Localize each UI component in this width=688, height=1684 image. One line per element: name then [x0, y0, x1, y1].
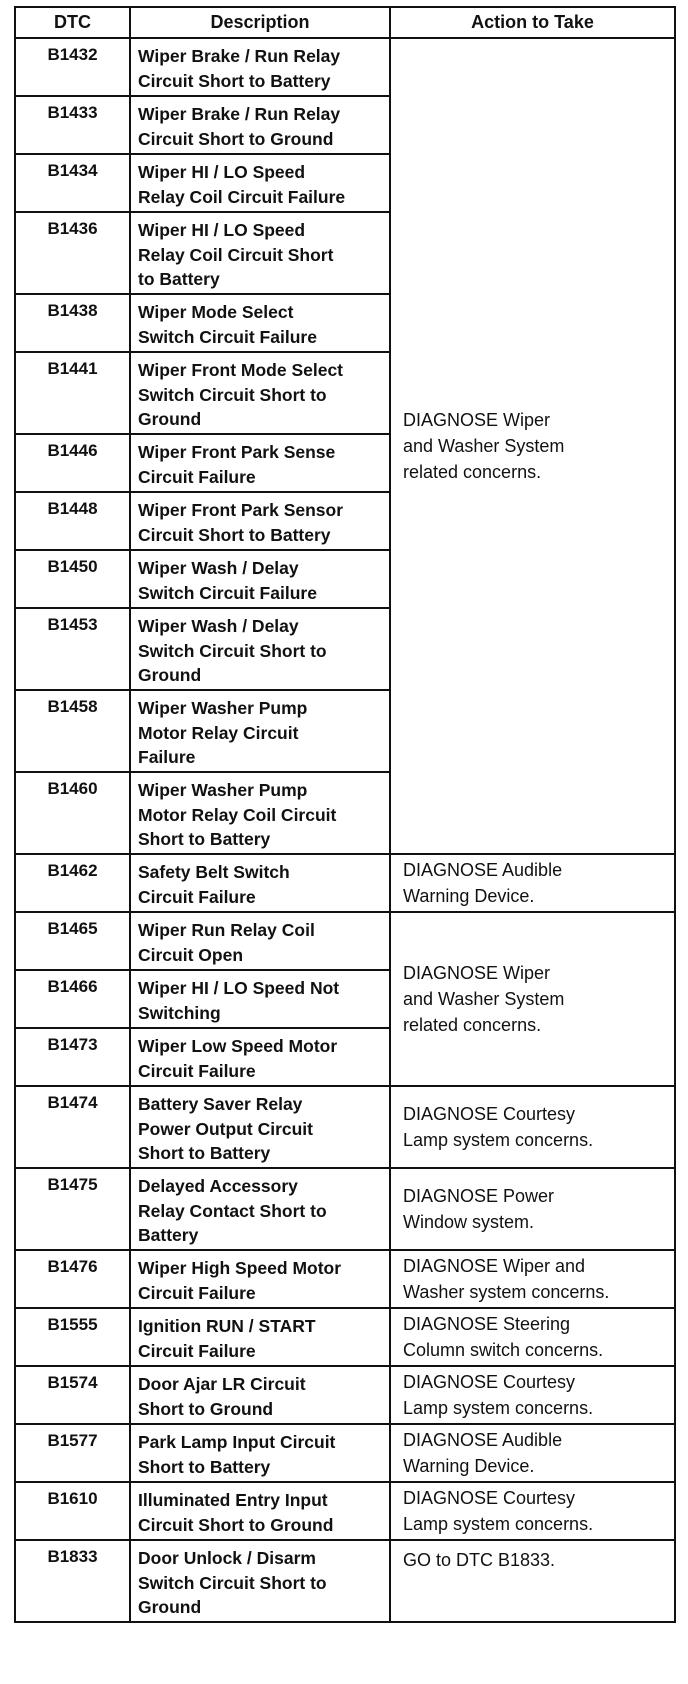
- dtc-column-header: DTC: [15, 7, 130, 38]
- dtc-description: Ignition RUN / START Circuit Failure: [130, 1308, 390, 1366]
- dtc-description: Wiper Brake / Run Relay Circuit Short to Battery: [130, 38, 390, 96]
- dtc-description: Illuminated Entry Input Circuit Short to Ground: [130, 1482, 390, 1540]
- action-to-take: DIAGNOSE Audible Warning Device.: [390, 854, 675, 912]
- action-to-take: DIAGNOSE Wiper and Washer System related concerns.: [390, 38, 675, 854]
- action-to-take: DIAGNOSE Steering Column switch concerns.: [390, 1308, 675, 1366]
- dtc-code: B1574: [15, 1366, 130, 1424]
- dtc-code: B1434: [15, 154, 130, 212]
- action-to-take: DIAGNOSE Power Window system.: [390, 1168, 675, 1250]
- dtc-code: B1465: [15, 912, 130, 970]
- description-column-header: Description: [130, 7, 390, 38]
- dtc-description: Safety Belt Switch Circuit Failure: [130, 854, 390, 912]
- dtc-description: Wiper HI / LO Speed Relay Coil Circuit Short to Battery: [130, 212, 390, 294]
- dtc-code: B1448: [15, 492, 130, 550]
- dtc-code: B1474: [15, 1086, 130, 1168]
- dtc-code: B1441: [15, 352, 130, 434]
- dtc-code: B1433: [15, 96, 130, 154]
- dtc-code: B1453: [15, 608, 130, 690]
- action-column-header: Action to Take: [390, 7, 675, 38]
- table-row: [15, 1086, 675, 1168]
- dtc-description: Wiper Washer Pump Motor Relay Coil Circuit Short to Battery: [130, 772, 390, 854]
- dtc-description: Wiper Brake / Run Relay Circuit Short to Ground: [130, 96, 390, 154]
- table-row: [15, 1540, 675, 1622]
- table-row: [15, 1424, 675, 1482]
- dtc-description: Wiper Front Park Sensor Circuit Short to Battery: [130, 492, 390, 550]
- dtc-code: B1436: [15, 212, 130, 294]
- table-row: [15, 38, 675, 96]
- table-row: [15, 1168, 675, 1250]
- dtc-code: B1466: [15, 970, 130, 1028]
- dtc-description: Wiper High Speed Motor Circuit Failure: [130, 1250, 390, 1308]
- dtc-table: [14, 6, 676, 1623]
- dtc-description: Wiper Run Relay Coil Circuit Open: [130, 912, 390, 970]
- table-row: [15, 1250, 675, 1308]
- action-to-take: DIAGNOSE Courtesy Lamp system concerns.: [390, 1086, 675, 1168]
- dtc-description: Wiper Wash / Delay Switch Circuit Failure: [130, 550, 390, 608]
- action-to-take: DIAGNOSE Audible Warning Device.: [390, 1424, 675, 1482]
- dtc-description: Battery Saver Relay Power Output Circuit Short to Battery: [130, 1086, 390, 1168]
- dtc-description: Park Lamp Input Circuit Short to Battery: [130, 1424, 390, 1482]
- dtc-description: Door Unlock / Disarm Switch Circuit Short to Ground: [130, 1540, 390, 1622]
- action-to-take: DIAGNOSE Wiper and Washer System related concerns.: [390, 912, 675, 1086]
- dtc-description: Wiper Mode Select Switch Circuit Failure: [130, 294, 390, 352]
- dtc-code: B1446: [15, 434, 130, 492]
- dtc-description: Wiper Front Mode Select Switch Circuit Short to Ground: [130, 352, 390, 434]
- action-to-take: DIAGNOSE Courtesy Lamp system concerns.: [390, 1482, 675, 1540]
- dtc-code: B1450: [15, 550, 130, 608]
- dtc-code: B1460: [15, 772, 130, 854]
- dtc-code: B1432: [15, 38, 130, 96]
- dtc-description: Delayed Accessory Relay Contact Short to Battery: [130, 1168, 390, 1250]
- dtc-code: B1833: [15, 1540, 130, 1622]
- dtc-description: Wiper Front Park Sense Circuit Failure: [130, 434, 390, 492]
- dtc-code: B1475: [15, 1168, 130, 1250]
- table-row: [15, 854, 675, 912]
- table-row: [15, 1308, 675, 1366]
- table-row: [15, 912, 675, 970]
- action-to-take: GO to DTC B1833.: [390, 1540, 675, 1622]
- dtc-code: B1438: [15, 294, 130, 352]
- dtc-description: Wiper HI / LO Speed Not Switching: [130, 970, 390, 1028]
- dtc-code: B1473: [15, 1028, 130, 1086]
- dtc-code: B1577: [15, 1424, 130, 1482]
- dtc-code: B1458: [15, 690, 130, 772]
- dtc-description: Wiper Wash / Delay Switch Circuit Short to Ground: [130, 608, 390, 690]
- dtc-code: B1555: [15, 1308, 130, 1366]
- dtc-description: Door Ajar LR Circuit Short to Ground: [130, 1366, 390, 1424]
- dtc-code: B1610: [15, 1482, 130, 1540]
- table-row: [15, 1366, 675, 1424]
- header-row: [15, 7, 675, 38]
- action-to-take: DIAGNOSE Courtesy Lamp system concerns.: [390, 1366, 675, 1424]
- dtc-code: B1462: [15, 854, 130, 912]
- dtc-description: Wiper HI / LO Speed Relay Coil Circuit Failure: [130, 154, 390, 212]
- dtc-description: Wiper Washer Pump Motor Relay Circuit Failure: [130, 690, 390, 772]
- dtc-description: Wiper Low Speed Motor Circuit Failure: [130, 1028, 390, 1086]
- dtc-code: B1476: [15, 1250, 130, 1308]
- table-row: [15, 1482, 675, 1540]
- action-to-take: DIAGNOSE Wiper and Washer system concerns.: [390, 1250, 675, 1308]
